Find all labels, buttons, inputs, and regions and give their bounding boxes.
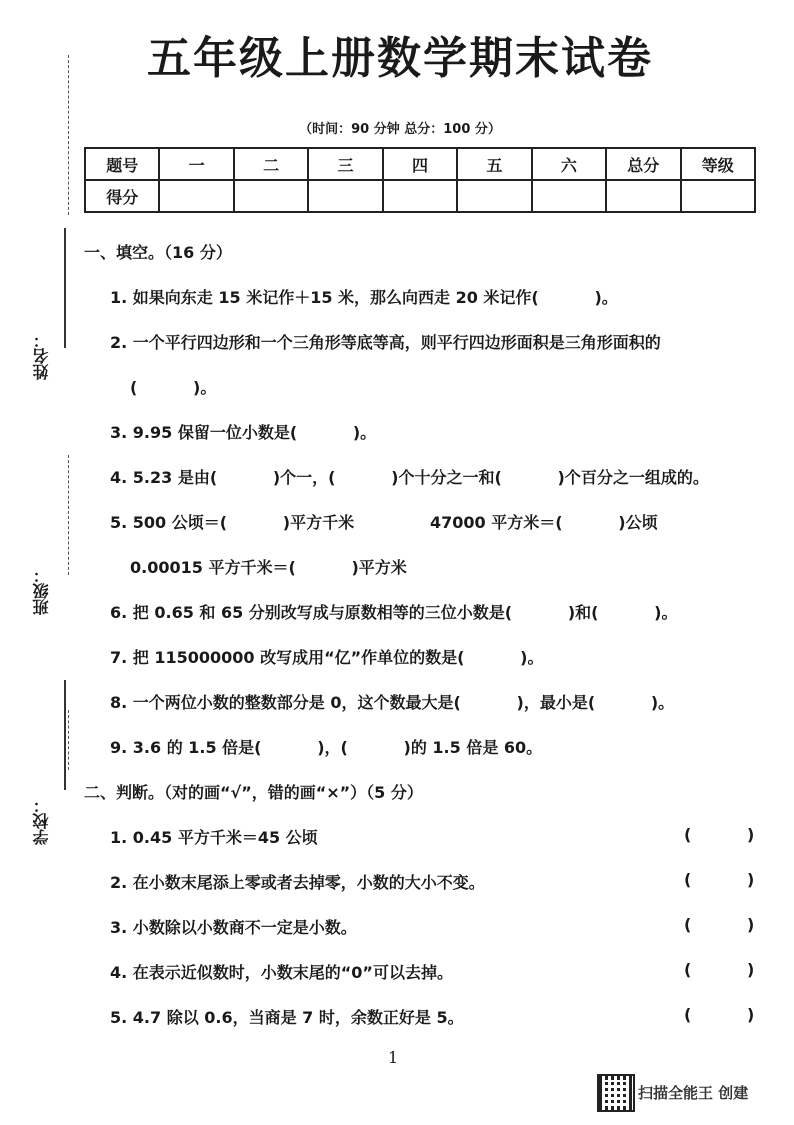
judge-item: 5. 4.7 除以 0.6，当商是 7 时，余数正好是 5。 (110, 1008, 464, 1027)
question-1-4: 4. 5.23 是由( )个一，( )个十分之一和( )个百分之一组成的。 (110, 468, 709, 487)
binding-line (68, 455, 69, 575)
question-1-3: 3. 9.95 保留一位小数是( )。 (110, 423, 377, 442)
judge-item: 3. 小数除以小数商不一定是小数。 (110, 918, 357, 937)
question-1-9: 9. 3.6 的 1.5 倍是( )，( )的 1.5 倍是 60。 (110, 738, 543, 757)
score-table-score-row (85, 180, 755, 212)
section-heading-fill-blank: 一、填空。（16 分） (84, 243, 232, 262)
qr-code-icon (597, 1074, 635, 1112)
binding-line-top (68, 55, 69, 215)
scanner-watermark: 扫描全能王 创建 (638, 1084, 749, 1102)
score-cell[interactable] (383, 180, 457, 212)
table-header-cell: 四 (383, 148, 457, 180)
table-header-cell: 等级 (681, 148, 756, 180)
judge-item: 1. 0.45 平方千米＝45 公顷 (110, 828, 318, 847)
binding-bar (64, 228, 66, 348)
exam-info: （时间：90 分钟 总分：100 分） (299, 122, 501, 137)
score-cell[interactable] (234, 180, 308, 212)
score-row-label: 得分 (85, 180, 159, 212)
answer-blank[interactable]: ( ) (684, 915, 755, 934)
table-header-cell: 一 (159, 148, 233, 180)
score-cell[interactable] (606, 180, 680, 212)
question-1-5c: 0.00015 平方千米＝( )平方米 (130, 558, 407, 577)
answer-blank[interactable]: ( ) (684, 870, 755, 889)
question-1-8: 8. 一个两位小数的整数部分是 0，这个数最大是( )，最小是( )。 (110, 693, 675, 712)
section-heading-true-false: 二、判断。（对的画“√”，错的画“×”）（5 分） (84, 783, 423, 802)
question-1-5a: 5. 500 公顷＝( )平方千米 (110, 513, 355, 532)
answer-blank[interactable]: ( ) (684, 960, 755, 979)
score-table (84, 147, 756, 213)
table-header-cell: 题号 (85, 148, 159, 180)
question-1-2-blank: ( )。 (130, 378, 217, 397)
class-label: 班级： (32, 567, 51, 615)
binding-line (68, 710, 69, 770)
table-header-cell: 总分 (606, 148, 680, 180)
judge-item: 2. 在小数末尾添上零或者去掉零，小数的大小不变。 (110, 873, 485, 892)
school-label: 学校： (32, 797, 51, 845)
score-table-header-row (85, 148, 755, 180)
question-1-6: 6. 把 0.65 和 65 分别改写成与原数相等的三位小数是( )和( )。 (110, 603, 678, 622)
score-cell[interactable] (532, 180, 606, 212)
judge-item: 4. 在表示近似数时，小数末尾的“0”可以去掉。 (110, 963, 453, 982)
binding-bar (64, 680, 66, 790)
table-header-cell: 六 (532, 148, 606, 180)
score-cell[interactable] (159, 180, 233, 212)
question-1-2: 2. 一个平行四边形和一个三角形等底等高，则平行四边形面积是三角形面积的 (110, 333, 661, 352)
answer-blank[interactable]: ( ) (684, 1005, 755, 1024)
question-1-7: 7. 把 115000000 改写成用“亿”作单位的数是( )。 (110, 648, 544, 667)
table-header-cell: 三 (308, 148, 382, 180)
page-number: 1 (388, 1048, 399, 1067)
table-header-cell: 二 (234, 148, 308, 180)
score-cell[interactable] (308, 180, 382, 212)
question-1-5b: 47000 平方米＝( )公顷 (430, 513, 658, 532)
page-title: 五年级上册数学期末试卷 (147, 33, 653, 84)
question-1-1: 1. 如果向东走 15 米记作＋15 米，那么向西走 20 米记作( )。 (110, 288, 618, 307)
table-header-cell: 五 (457, 148, 531, 180)
score-cell[interactable] (681, 180, 756, 212)
score-cell[interactable] (457, 180, 531, 212)
answer-blank[interactable]: ( ) (684, 825, 755, 844)
name-label: 姓名： (32, 332, 51, 380)
